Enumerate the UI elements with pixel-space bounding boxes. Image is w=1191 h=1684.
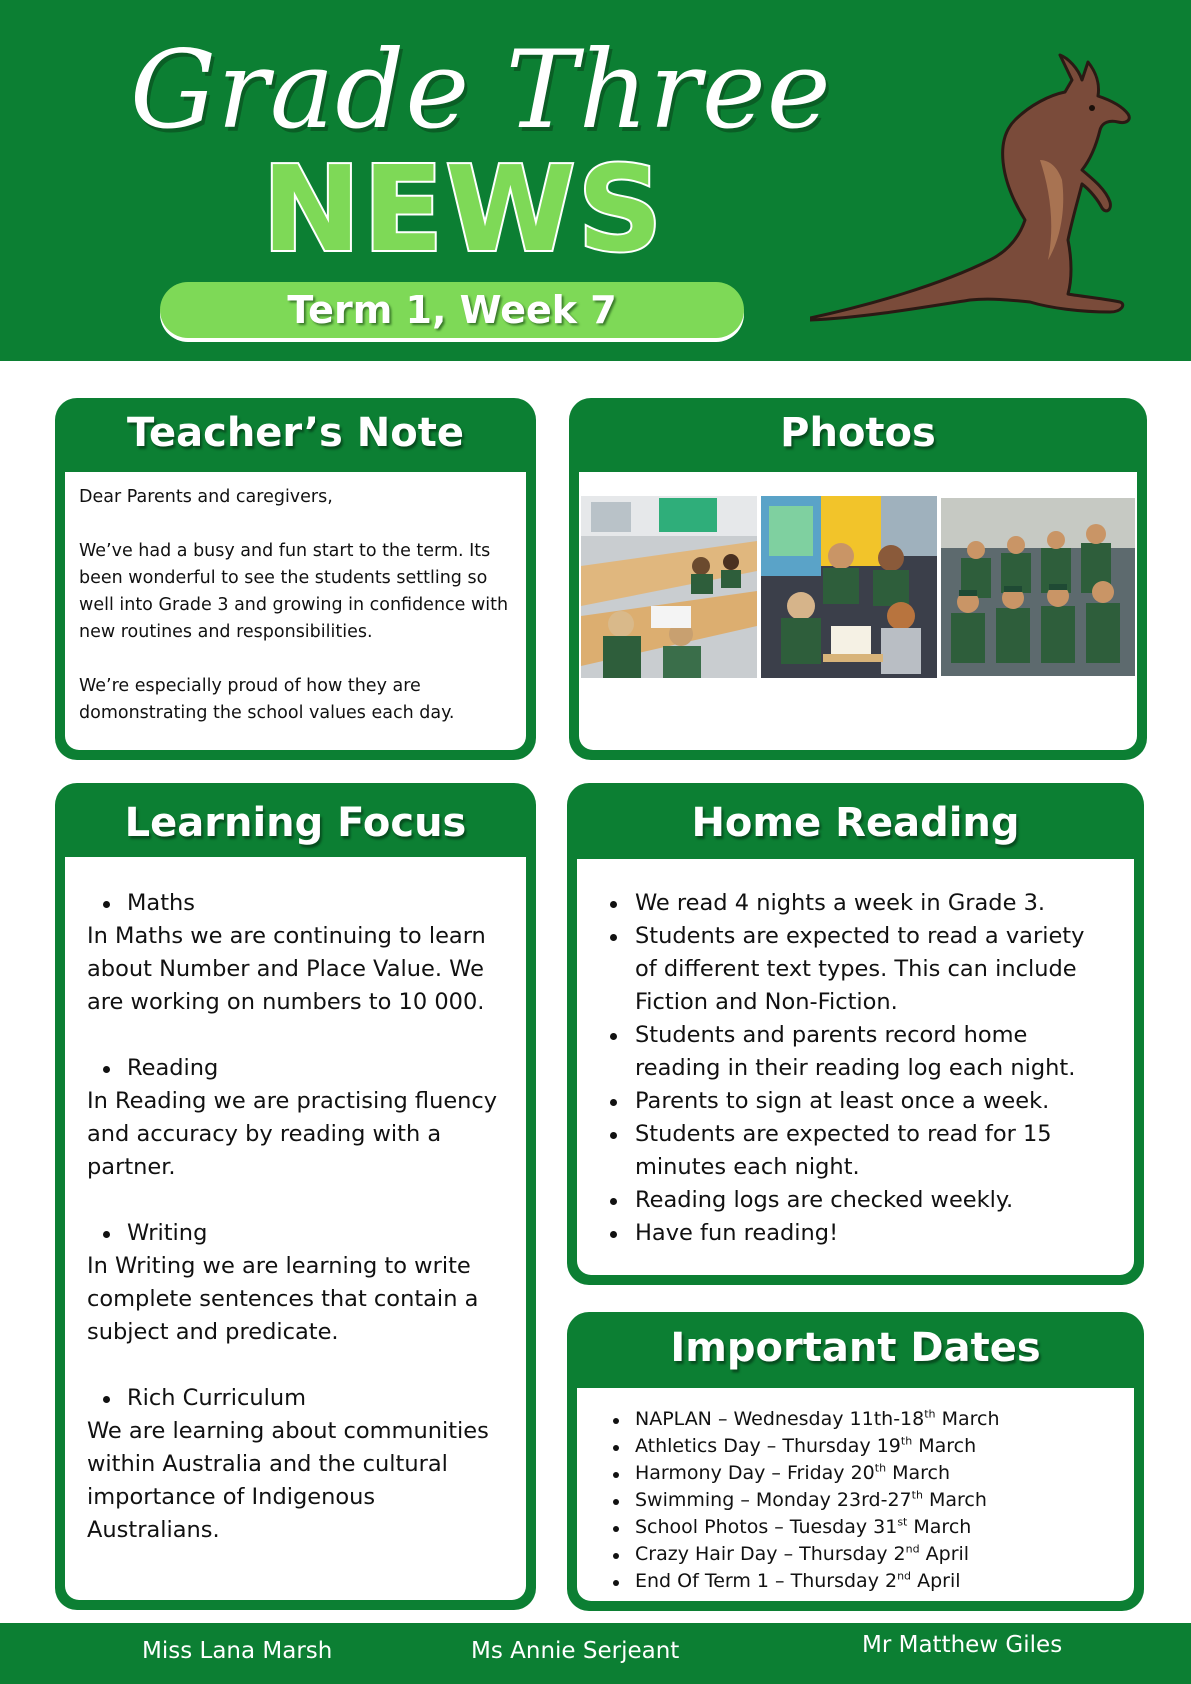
learning-focus-heading: Writing [87, 1217, 502, 1250]
important-dates-body [577, 1388, 1134, 1601]
learning-focus-section [87, 1052, 502, 1184]
date-item: Crazy Hair Day – Thursday 2nd April [607, 1541, 1114, 1568]
learning-focus-section [87, 1217, 502, 1349]
teacher-name: Miss Lana Marsh [142, 1638, 333, 1664]
term-week-badge: Term 1, Week 7 [160, 282, 744, 338]
classroom-photo [581, 496, 757, 678]
home-reading-body [577, 859, 1134, 1275]
list-item: Have fun reading! [603, 1217, 1106, 1250]
class-group-photo [941, 498, 1135, 676]
learning-focus-text: In Reading we are practising fluency and accuracy by reading with a partner. [87, 1088, 498, 1180]
teachers-note-greeting: Dear Parents and caregivers, [79, 487, 333, 507]
newsletter-subtitle: NEWS [262, 140, 665, 278]
home-reading-list [603, 887, 1106, 1250]
date-item: Athletics Day – Thursday 19th March [607, 1433, 1114, 1460]
important-dates-title: Important Dates [670, 1325, 1041, 1371]
newsletter-title: Grade Three [130, 28, 832, 153]
date-item: Harmony Day – Friday 20th March [607, 1460, 1114, 1487]
list-item: Students are expected to read for 15 minutes each night. [603, 1118, 1106, 1184]
footer-bar [0, 1623, 1191, 1684]
photos-title: Photos [780, 410, 936, 456]
learning-focus-text: In Maths we are continuing to learn about Number and Place Value. We are working on numbers to 10 000. [87, 923, 486, 1015]
list-item: Students are expected to read a variety of different text types. This can include Fiction and Non-Fiction. [603, 920, 1106, 1019]
date-item: End Of Term 1 – Thursday 2nd April [607, 1568, 1114, 1595]
kangaroo-icon [810, 50, 1150, 330]
teachers-note-paragraph: We’ve had a busy and fun start to the term. Its been wonderful to see the students settling so well into Grade 3 and growing in confidence with new routines and responsibilities. [79, 541, 509, 642]
date-item: Swimming – Monday 23rd-27th March [607, 1487, 1114, 1514]
teachers-note-paragraph: We’re especially proud of how they are domonstrating the school values each day. [79, 676, 455, 723]
teachers-note-body [65, 472, 526, 750]
home-reading-title: Home Reading [691, 800, 1020, 846]
teacher-name: Mr Matthew Giles [862, 1632, 1063, 1658]
learning-focus-body [65, 857, 526, 1600]
teachers-note-card [55, 398, 536, 760]
learning-focus-heading: Rich Curriculum [87, 1382, 502, 1415]
photos-body [579, 472, 1137, 750]
list-item: We read 4 nights a week in Grade 3. [603, 887, 1106, 920]
learning-focus-heading: Reading [87, 1052, 502, 1085]
header-banner [0, 0, 1191, 361]
teachers-note-title: Teacher’s Note [127, 410, 464, 456]
teacher-name: Ms Annie Serjeant [471, 1638, 680, 1664]
date-item: School Photos – Tuesday 31st March [607, 1514, 1114, 1541]
learning-focus-title: Learning Focus [124, 800, 467, 846]
date-item: NAPLAN – Wednesday 11th-18th March [607, 1406, 1114, 1433]
list-item: Parents to sign at least once a week. [603, 1085, 1106, 1118]
list-item: Students and parents record home reading in their reading log each night. [603, 1019, 1106, 1085]
important-dates-list [607, 1406, 1114, 1595]
home-reading-card [567, 783, 1144, 1285]
group-activity-photo [761, 496, 937, 678]
important-dates-card [567, 1312, 1144, 1611]
learning-focus-section [87, 1382, 502, 1547]
learning-focus-text: We are learning about communities within Australia and the cultural importance of Indigenous Australians. [87, 1418, 489, 1543]
learning-focus-heading: Maths [87, 887, 502, 920]
learning-focus-text: In Writing we are learning to write complete sentences that contain a subject and predicate. [87, 1253, 479, 1345]
learning-focus-section [87, 887, 502, 1019]
learning-focus-card [55, 783, 536, 1610]
list-item: Reading logs are checked weekly. [603, 1184, 1106, 1217]
photos-card [569, 398, 1147, 760]
